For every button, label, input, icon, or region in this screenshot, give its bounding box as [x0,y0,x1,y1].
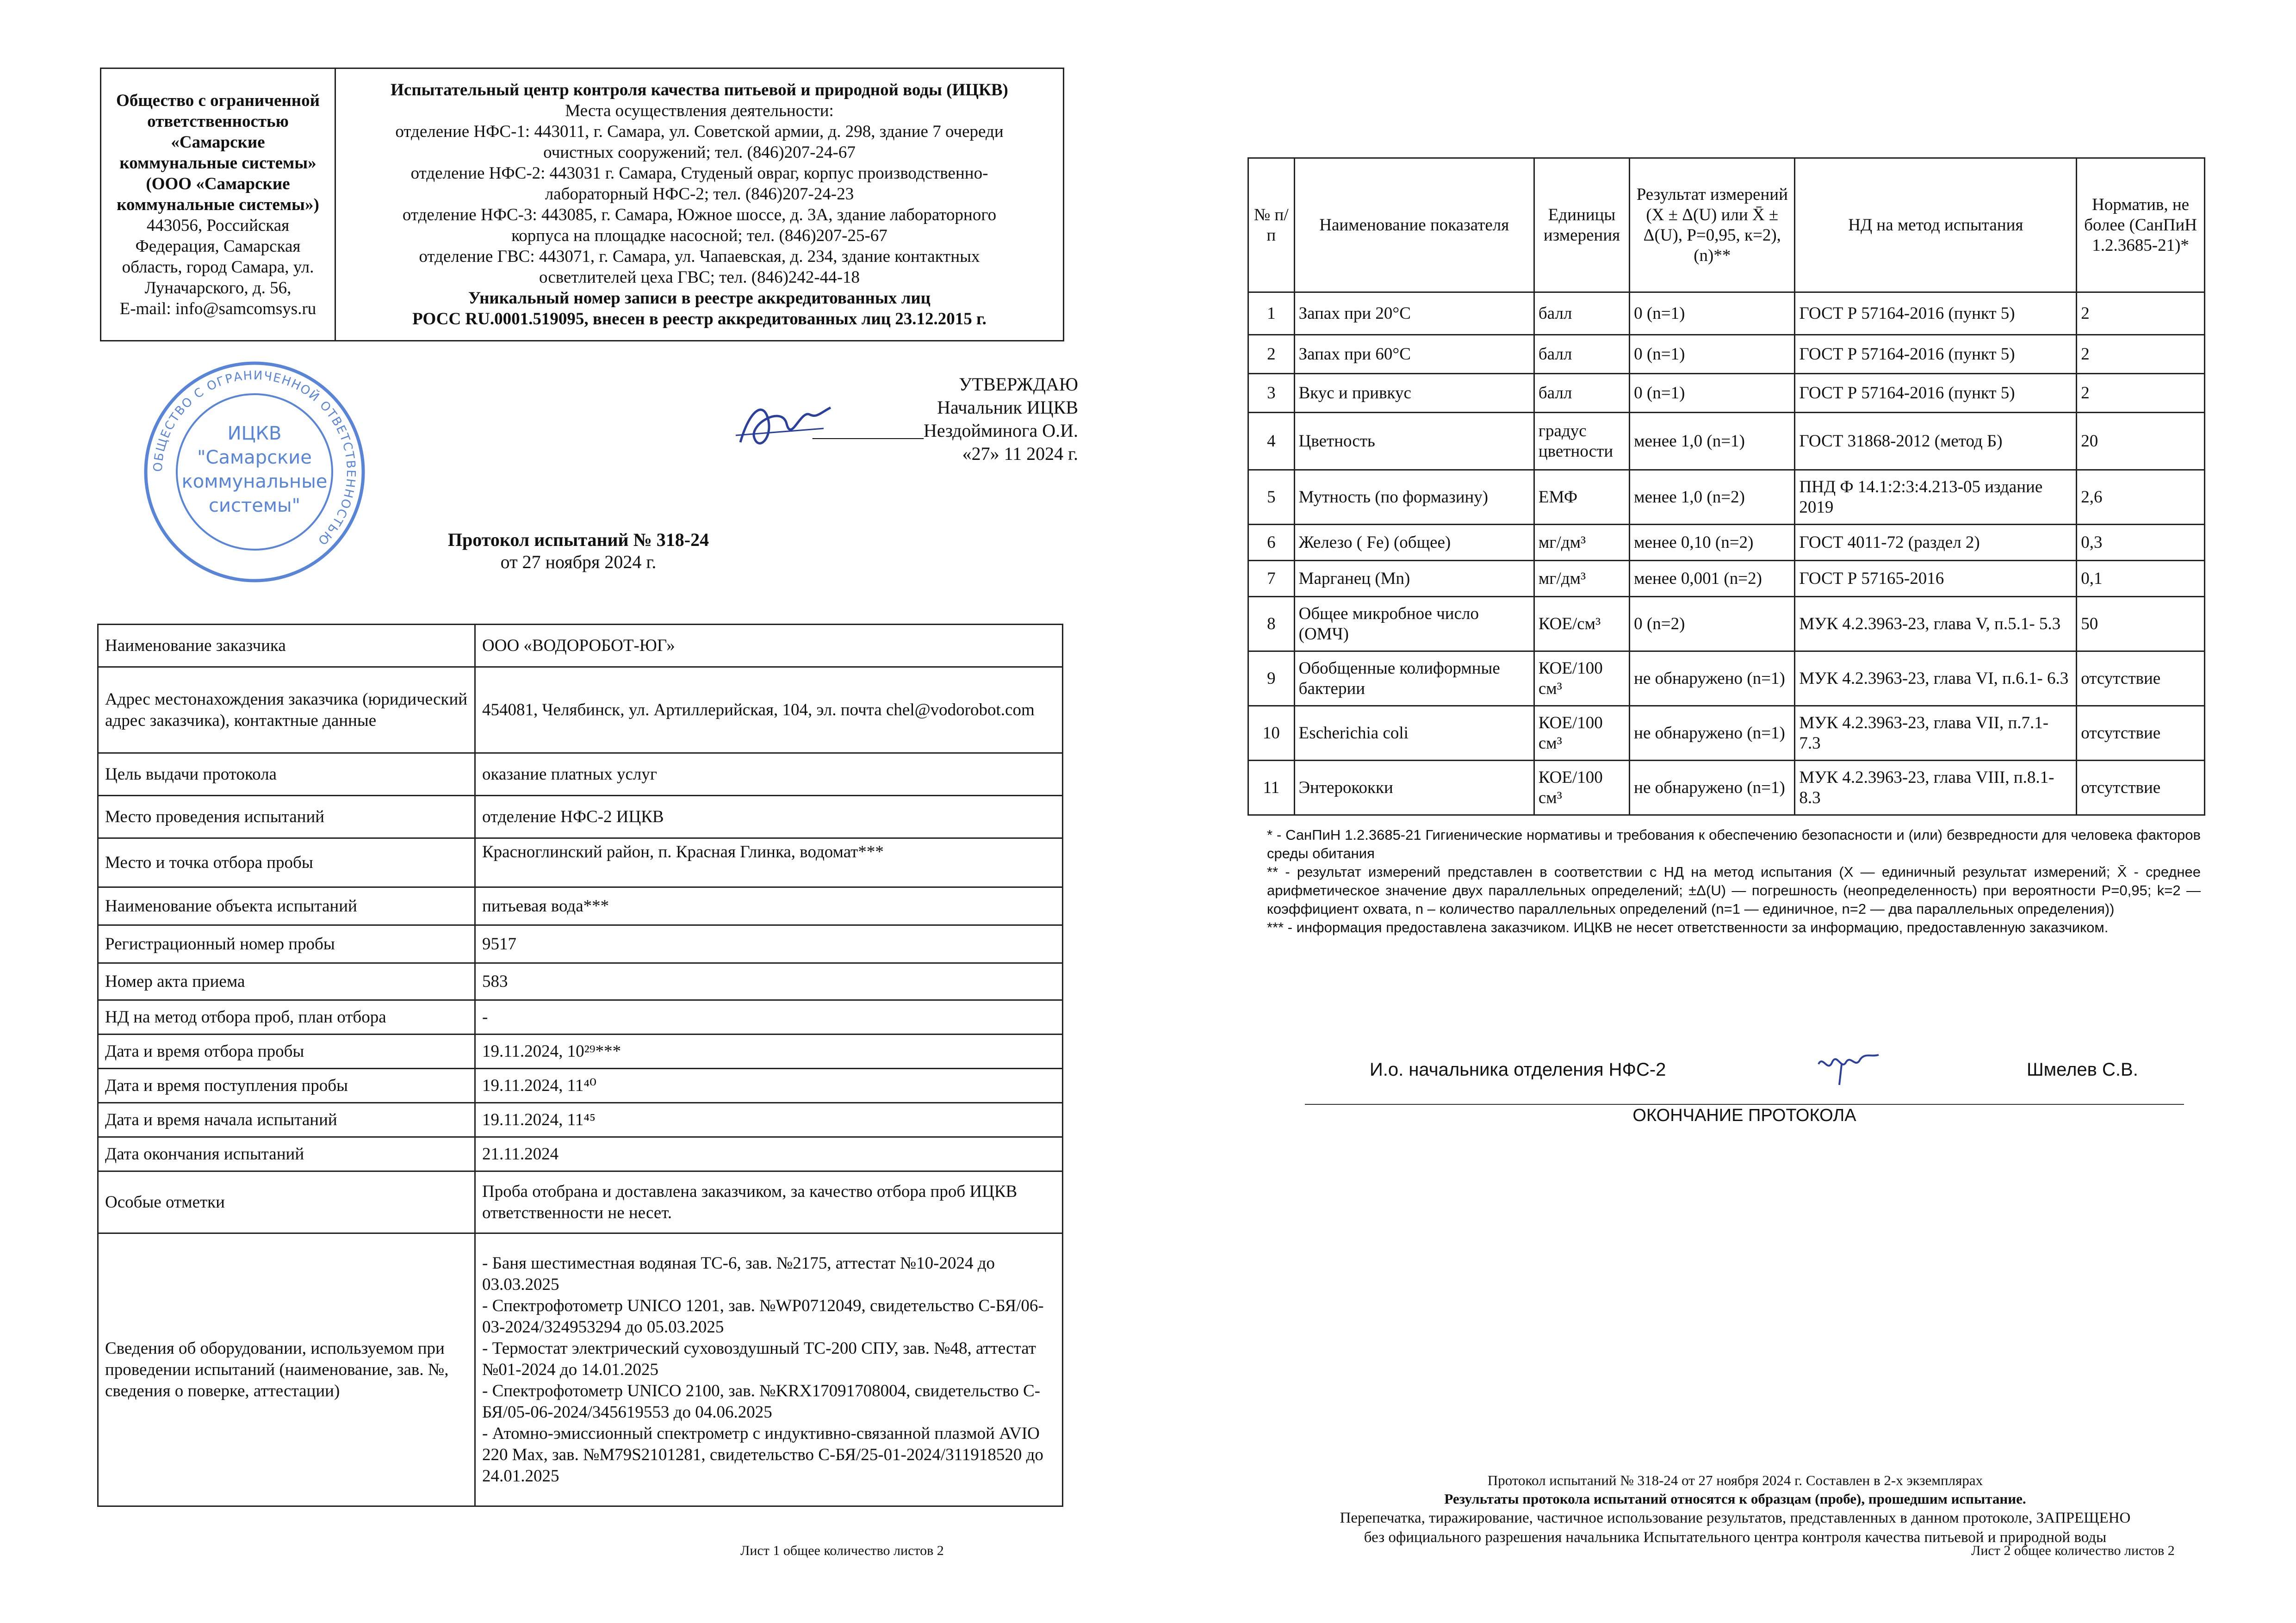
field-label: Адрес местонахождения заказчика (юридический адрес заказчика), контактные данные [98,667,475,753]
cell: ГОСТ Р 57164-2016 (пункт 5) [1795,374,2077,413]
field-value: - [475,1000,1063,1035]
center-line: осветлителей цеха ГВС; тел. (846)242-44-18 [539,268,860,287]
field-label: Особые отметки [98,1171,475,1233]
organization-cell [101,68,335,341]
center-line: отделение НФС-3: 443085, г. Самара, Южное шоссе, д. 3А, здание лабораторного [402,205,997,224]
cell: 0 (n=1) [1630,335,1795,374]
cell: менее 1,0 (n=2) [1630,470,1795,525]
protocol-info-table [97,624,1063,1507]
org-name-line: коммунальные системы» [119,153,316,173]
column-header: № п/п [1248,158,1295,292]
cell: 50 [2077,597,2205,651]
cell: КОЕ/100 см³ [1534,706,1629,761]
table-row [1248,706,2205,761]
protocol-footer [1259,1471,2212,1547]
cell: не обнаружено (n=1) [1630,651,1795,706]
signature-block [1370,1059,2203,1080]
cell: 3 [1248,374,1295,413]
approval-date: «27» 11 2024 г. [962,443,1078,464]
stamp-text: "Самарские [197,447,312,468]
cell: отсутствие [2077,651,2205,706]
cell: отсутствие [2077,761,2205,815]
footer-line: Результаты протокола испытаний относятся к образцам (пробе), прошедшим испытание. [1444,1491,2026,1507]
cell: 0 (n=1) [1630,374,1795,413]
signer-name: Шмелев С.В. [2027,1059,2138,1080]
column-header: Наименование показателя [1294,158,1534,292]
table-row [1248,292,2205,335]
stamp-ring-text: ОБЩЕСТВО С ОГРАНИЧЕННОЙ ОТВЕТСТВЕННОСТЬЮ [151,368,358,548]
field-label: Дата и время отбора пробы [98,1035,475,1069]
testing-center-cell [335,68,1064,341]
footnote: *** - информация предоставлена заказчиком. ИЦКВ не несет ответственности за информацию, предоставленную заказчиком. [1267,919,2109,935]
center-line: отделение НФС-1: 443011, г. Самара, ул. Советской армии, д. 298, здание 7 очереди [395,122,1004,141]
field-value: 19.11.2024, 11⁴⁰ [475,1069,1063,1103]
cell: МУК 4.2.3963-23, глава VIII, п.8.1- 8.3 [1795,761,2077,815]
registry-line: Уникальный номер записи в реестре аккредитованных лиц [468,289,931,308]
field-value: 19.11.2024, 11⁴⁵ [475,1103,1063,1137]
field-label: Дата и время начала испытаний [98,1103,475,1137]
org-name-line: «Самарские [171,132,265,152]
field-value: отделение НФС-2 ИЦКВ [475,796,1063,838]
registry-line: РОСС RU.0001.519095, внесен в реестр аккредитованных лиц 23.12.2015 г. [412,310,987,328]
org-address-line: 443056, Российская [146,216,290,235]
table-row [98,925,1063,963]
cell: ГОСТ Р 57164-2016 (пункт 5) [1795,292,2077,335]
field-value: 9517 [475,925,1063,963]
cell: ГОСТ 4011-72 (раздел 2) [1795,525,2077,561]
center-title: Испытательный центр контроля качества питьевой и природной воды (ИЦКВ) [391,81,1008,99]
cell: Цветность [1294,413,1534,470]
cell: 2 [2077,374,2205,413]
cell: градус цветности [1534,413,1629,470]
cell: балл [1534,292,1629,335]
table-row [98,887,1063,925]
field-value: оказание платных услуг [475,753,1063,796]
field-label: Цель выдачи протокола [98,753,475,796]
cell: Обобщенные колиформные бактерии [1294,651,1534,706]
footer-line: Протокол испытаний № 318-24 от 27 ноября 2024 г. Составлен в 2-х экземплярах [1487,1472,1983,1488]
table-row [98,963,1063,1000]
table-row [1248,413,2205,470]
cell: МУК 4.2.3963-23, глава VII, п.7.1- 7.3 [1795,706,2077,761]
footer-line: без официального разрешения начальника Испытательного центра контроля качества питьевой и природной воды [1364,1529,2107,1546]
table-row [98,1233,1063,1506]
table-row [98,753,1063,796]
column-header: Результат измерений (X ± Δ(U) или X̄ ± Δ(U), P=0,95, к=2), (n)** [1630,158,1795,292]
table-row [1248,597,2205,651]
cell: 2 [2077,335,2205,374]
cell: 0,3 [2077,525,2205,561]
cell: Вкус и привкус [1294,374,1534,413]
field-label: Регистрационный номер пробы [98,925,475,963]
page-number-right: Лист 2 общее количество листов 2 [1971,1543,2175,1558]
cell: КОЕ/см³ [1534,597,1629,651]
cell: 7 [1248,561,1295,597]
table-row [1248,470,2205,525]
protocol-date: от 27 ноября 2024 г. [500,551,657,572]
table-row [98,1137,1063,1171]
cell: ПНД Ф 14.1:2:3:4.213-05 издание 2019 [1795,470,2077,525]
table-row [98,1103,1063,1137]
table-row [1248,761,2205,815]
field-value: 19.11.2024, 10²⁹*** [475,1035,1063,1069]
field-label: Наименование объекта испытаний [98,887,475,925]
field-label: Наименование заказчика [98,625,475,667]
cell: 4 [1248,413,1295,470]
signer-position: И.о. начальника отделения НФС-2 [1370,1059,1666,1080]
cell: 20 [2077,413,2205,470]
cell: Общее микробное число (ОМЧ) [1294,597,1534,651]
cell: ГОСТ Р 57165-2016 [1795,561,2077,597]
field-value: 21.11.2024 [475,1137,1063,1171]
org-email: E-mail: info@samcomsys.ru [119,299,316,318]
cell: не обнаружено (n=1) [1630,706,1795,761]
protocol-header [324,529,833,573]
cell: ГОСТ Р 57164-2016 (пункт 5) [1795,335,2077,374]
field-label: Дата окончания испытаний [98,1137,475,1171]
protocol-title: Протокол испытаний № 318-24 [447,529,709,550]
cell: Железо ( Fe) (общее) [1294,525,1534,561]
cell: 1 [1248,292,1295,335]
cell: Escherichia coli [1294,706,1534,761]
cell: менее 0,10 (n=2) [1630,525,1795,561]
footer-line: Перепечатка, тиражирование, частичное использование результатов, представленных в данном протоколе, ЗАПРЕЩЕНО [1340,1510,2131,1526]
table-row [1248,561,2205,597]
page-number-left: Лист 1 общее количество листов 2 [740,1543,944,1558]
center-line: Места осуществления деятельности: [565,101,834,120]
cell: менее 0,001 (n=2) [1630,561,1795,597]
table-row [98,1000,1063,1035]
stamp-text: коммунальные [181,471,328,492]
cell: 6 [1248,525,1295,561]
table-row [98,796,1063,838]
field-label: Место и точка отбора пробы [98,838,475,887]
table-row [1248,525,2205,561]
table-row [98,667,1063,753]
field-value: Красноглинский район, п. Красная Глинка, водомат*** [475,838,1063,887]
signature-mark [731,391,838,461]
org-address-line: Луначарского, д. 56, [144,278,292,297]
org-name-line: (ООО «Самарские [146,174,290,193]
footnote: * - СанПиН 1.2.3685-21 Гигиенические нормативы и требования к обеспечению безопасности и (или) безвредности для человека факторов среды обитания [1267,827,2201,861]
results-table [1247,157,2205,816]
table-row [1248,335,2205,374]
cell: 11 [1248,761,1295,815]
cell: Мутность (по формазину) [1294,470,1534,525]
field-label: НД на метод отбора проб, план отбора [98,1000,475,1035]
table-row [98,625,1063,667]
field-label: Сведения об оборудовании, используемом при проведении испытаний (наименование, зав. №, сведения о поверке, аттестации) [98,1233,475,1506]
field-value: питьевая вода*** [475,887,1063,925]
field-value: 583 [475,963,1063,1000]
approval-title: УТВЕРЖДАЮ [959,374,1078,395]
end-of-protocol: ОКОНЧАНИЕ ПРОТОКОЛА [1632,1106,1856,1125]
table-row [98,1171,1063,1233]
cell: балл [1534,335,1629,374]
center-line: лабораторный НФС-2; тел. (846)207-24-23 [545,185,854,204]
field-value: 454081, Челябинск, ул. Артиллерийская, 104, эл. почта chel@vodorobot.com [475,667,1063,753]
table-row [98,1069,1063,1103]
cell: 9 [1248,651,1295,706]
center-line: корпуса на площадке насосной; тел. (846)207-25-67 [511,226,887,245]
table-header-row [1248,158,2205,292]
table-row [1248,374,2205,413]
field-label: Номер акта приема [98,963,475,1000]
cell: 2 [2077,292,2205,335]
table-row [98,838,1063,887]
column-header: Норматив, не более (СанПиН 1.2.3685-21)* [2077,158,2205,292]
table-row [98,1035,1063,1069]
cell: 2 [1248,335,1295,374]
cell: мг/дм³ [1534,561,1629,597]
cell: 2,6 [2077,470,2205,525]
cell: Запах при 60°С [1294,335,1534,374]
cell: балл [1534,374,1629,413]
field-label: Дата и время поступления пробы [98,1069,475,1103]
cell: 10 [1248,706,1295,761]
cell: МУК 4.2.3963-23, глава V, п.5.1- 5.3 [1795,597,2077,651]
cell: 0 (n=1) [1630,292,1795,335]
stamp-text: ИЦКВ [227,423,282,444]
org-address-line: область, город Самара, ул. [122,257,314,277]
signature-mark [1814,1046,1883,1087]
cell: мг/дм³ [1534,525,1629,561]
approval-block [745,373,1078,465]
cell: менее 1,0 (n=1) [1630,413,1795,470]
cell: ГОСТ 31868-2012 (метод Б) [1795,413,2077,470]
cell: КОЕ/100 см³ [1534,761,1629,815]
org-name-line: ответственностью [147,112,289,131]
org-name-line: Общество с ограниченной [116,91,320,110]
column-header: НД на метод испытания [1795,158,2077,292]
cell: 0 (n=2) [1630,597,1795,651]
cell: 0,1 [2077,561,2205,597]
field-value: Проба отобрана и доставлена заказчиком, за качество отбора проб ИЦКВ ответственности не несет. [475,1171,1063,1233]
org-address-line: Федерация, Самарская [135,236,301,256]
footnote: ** - результат измерений представлен в соответствии с НД на метод испытания (X — единичный результат измерений; X̄ - среднее арифметическое значение двух параллельных определений; ±Δ(U) — погрешность (неопределенность) при вероятности P=0,95; k=2 — коэффициент охвата, n – количество параллельных определений (n=1 — единичное, n=2 — два параллельных определения)) [1267,864,2201,917]
table-row [1248,651,2205,706]
cell: 5 [1248,470,1295,525]
center-line: очистных сооружений; тел. (846)207-24-67 [543,143,856,162]
field-label: Место проведения испытаний [98,796,475,838]
divider [1305,1104,2184,1105]
center-line: отделение ГВС: 443071, г. Самара, ул. Чапаевская, д. 234, здание контактных [419,247,980,266]
header-block [100,68,1064,341]
cell: Энтерококки [1294,761,1534,815]
org-name-line: коммунальные системы») [117,195,319,214]
stamp-text: системы" [208,495,301,516]
cell: МУК 4.2.3963-23, глава VI, п.6.1- 6.3 [1795,651,2077,706]
cell: КОЕ/100 см³ [1534,651,1629,706]
footnotes [1267,826,2201,937]
approval-position: Начальник ИЦКВ [937,397,1078,418]
equipment-list: - Баня шестиместная водяная ТС-6, зав. №2175, аттестат №10-2024 до 03.03.2025 - Спектрофотометр UNICO 1201, зав. №WP0712049, свидетельство С-БЯ/06-03-2024/324953294 до 05.03.2025 - Термостат электрический суховоздушный ТС-200 СПУ, зав. №48, аттестат №01-2024 до 14.01.2025 - Спектрофотометр UNICO 2100, зав. №KRX17091708004, свидетельство С-БЯ/05-06-2024/345619553 до 04.06.2025 - Атомно-эмиссионный спектрометр с индуктивно-связанной плазмой AVIO 220 Max, зав. №M79S2101281, свидетельство С-БЯ/25-01-2024/311918520 до 24.01.2025 [475,1233,1063,1506]
column-header: Единицы измерения [1534,158,1629,292]
cell: не обнаружено (n=1) [1630,761,1795,815]
cell: ЕМФ [1534,470,1629,525]
cell: 8 [1248,597,1295,651]
cell: Марганец (Mn) [1294,561,1534,597]
field-value: ООО «ВОДОРОБОТ-ЮГ» [475,625,1063,667]
approval-signer: ____________Нездойминога О.И. [812,420,1078,441]
center-line: отделение НФС-2: 443031 г. Самара, Студеный овраг, корпус производственно- [410,164,988,183]
cell: Запах при 20°С [1294,292,1534,335]
cell: отсутствие [2077,706,2205,761]
